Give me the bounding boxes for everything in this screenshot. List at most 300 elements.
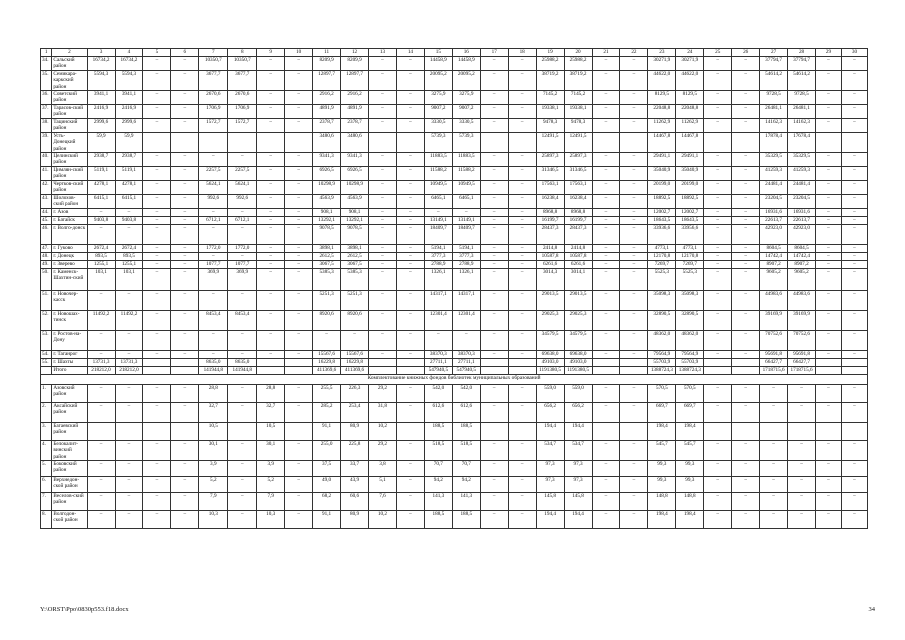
table-cell: – <box>732 245 760 253</box>
table-cell: 12002,7 <box>676 209 704 217</box>
row-number-cell: 37. <box>41 105 52 119</box>
table-cell: – <box>285 385 313 403</box>
table-cell: – <box>841 269 867 291</box>
table-cell <box>508 133 536 153</box>
row-number-cell: 54. <box>41 351 52 359</box>
table-cell: – <box>257 181 285 195</box>
table-cell: 194,4 <box>564 511 592 529</box>
table-cell: – <box>592 461 620 477</box>
table-cell: – <box>285 245 313 253</box>
table-cell: – <box>704 195 732 209</box>
row-number-cell: 3. <box>41 423 52 441</box>
table-cell: – <box>257 311 285 331</box>
table-cell: – <box>228 493 257 511</box>
table-cell: 25897,3 <box>536 153 564 167</box>
table-cell: – <box>816 385 842 403</box>
table-cell: – <box>592 217 620 225</box>
table-cell: 31346,5 <box>564 167 592 181</box>
table-cell: 5,2 <box>257 477 285 493</box>
table-cell: – <box>841 57 867 71</box>
table-cell: 38719,2 <box>564 71 592 91</box>
table-cell: 97,3 <box>536 477 564 493</box>
table-cell: – <box>508 441 536 461</box>
table-cell: – <box>788 461 816 477</box>
table-cell: – <box>732 441 760 461</box>
table-cell: – <box>841 331 867 351</box>
row-number-cell: 7. <box>41 493 52 511</box>
column-number: 25 <box>704 49 732 57</box>
table-cell: 16734,2 <box>87 57 115 71</box>
table-cell <box>369 359 397 367</box>
footer-page-number: 34 <box>868 606 875 613</box>
table-cell: 6415,1 <box>115 195 143 209</box>
table-cell: – <box>704 493 732 511</box>
table-cell: – <box>816 153 842 167</box>
table-cell: 3941,1 <box>115 91 143 105</box>
table-row <box>41 477 868 493</box>
table-cell: 547940,5 <box>452 367 480 375</box>
table-cell: – <box>592 245 620 253</box>
table-cell: 70,7 <box>452 461 480 477</box>
row-name-cell: Верхнедон-ской район <box>52 477 87 493</box>
table-cell: 5194,1 <box>452 245 480 253</box>
table-cell: 8635,0 <box>199 359 228 367</box>
table-cell: 2916,2 <box>313 91 341 105</box>
table-cell: 6926,5 <box>313 167 341 181</box>
table-cell: – <box>480 511 508 529</box>
table-cell: 2788,9 <box>424 261 452 269</box>
table-row <box>41 217 868 225</box>
table-cell: – <box>115 209 143 217</box>
table-cell: – <box>396 511 424 529</box>
table-cell: 12170,8 <box>676 253 704 261</box>
table-cell: 3898,1 <box>341 245 369 253</box>
table-cell: – <box>396 493 424 511</box>
table-cell: – <box>257 91 285 105</box>
table-cell: 20199,0 <box>676 181 704 195</box>
row-name-cell: Чертков-ский район <box>52 181 87 195</box>
table-cell: 37794,7 <box>788 57 816 71</box>
table-cell: 255,5 <box>313 385 341 403</box>
table-cell: – <box>143 167 171 181</box>
table-cell: 41259,3 <box>788 167 816 181</box>
column-number: 16 <box>452 49 480 57</box>
table-cell: – <box>341 331 369 351</box>
table-cell: 97,3 <box>564 477 592 493</box>
column-number: 10 <box>285 49 313 57</box>
table-cell: 14458,9 <box>424 57 452 71</box>
column-number: 1 <box>41 49 52 57</box>
table-cell: 2257,5 <box>228 167 257 181</box>
table-cell: – <box>592 57 620 71</box>
table-cell: 285,2 <box>313 403 341 423</box>
table-cell: – <box>620 331 648 351</box>
table-cell: – <box>592 153 620 167</box>
table-cell: 11588,2 <box>424 167 452 181</box>
table-cell: 33,7 <box>341 461 369 477</box>
table-cell: 198,4 <box>676 511 704 529</box>
table-row <box>41 181 868 195</box>
table-cell: 7,9 <box>199 493 228 511</box>
table-cell: 1772,0 <box>228 245 257 253</box>
table-cell: 3014,3 <box>536 269 564 291</box>
table-cell: – <box>816 167 842 181</box>
table-cell: 10,2 <box>369 423 397 441</box>
table-cell: 14742,4 <box>788 253 816 261</box>
table-cell: – <box>704 91 732 105</box>
table-cell: – <box>171 269 199 291</box>
table-cell: 6465,1 <box>424 195 452 209</box>
table-cell: – <box>228 351 257 359</box>
table-cell: – <box>257 291 285 311</box>
table-cell: – <box>480 119 508 133</box>
row-number-cell: 35. <box>41 71 52 91</box>
table-cell: – <box>143 385 171 403</box>
table-cell: 669,7 <box>676 403 704 423</box>
table-cell: – <box>480 403 508 423</box>
table-cell: 3,9 <box>257 461 285 477</box>
table-cell <box>788 423 816 441</box>
table-cell: 542,0 <box>424 385 452 403</box>
table-cell: – <box>369 167 397 181</box>
table-cell <box>816 133 842 153</box>
table-cell: 94,2 <box>424 477 452 493</box>
table-cell: – <box>620 441 648 461</box>
table-cell: – <box>87 225 115 245</box>
column-number: 8 <box>228 49 257 57</box>
row-name-cell: г. Волго-донск <box>52 225 87 245</box>
table-cell: – <box>257 261 285 269</box>
row-name-cell: Усть-Донецкий район <box>52 133 87 153</box>
table-cell: 16238,4 <box>564 195 592 209</box>
table-cell: – <box>841 209 867 217</box>
table-cell: 10350,7 <box>228 57 257 71</box>
table-cell: – <box>285 71 313 91</box>
table-cell: 908,1 <box>341 209 369 217</box>
table-cell: – <box>396 91 424 105</box>
table-row <box>41 403 868 423</box>
table-cell: 5594,3 <box>115 71 143 91</box>
table-cell: – <box>732 477 760 493</box>
table-cell: – <box>285 461 313 477</box>
table-cell <box>732 367 760 375</box>
table-cell: 198,4 <box>648 423 676 441</box>
table-cell: 2378,7 <box>341 119 369 133</box>
table-cell: – <box>841 71 867 91</box>
table-cell: – <box>816 209 842 217</box>
table-cell: 908,1 <box>313 209 341 217</box>
table-cell: – <box>592 253 620 261</box>
table-cell: 3014,1 <box>564 269 592 291</box>
table-cell: – <box>732 153 760 167</box>
table-cell: – <box>816 403 842 423</box>
table-cell <box>620 359 648 367</box>
table-cell: 10298,9 <box>313 181 341 195</box>
table-cell: – <box>115 461 143 477</box>
table-cell: 8920,6 <box>341 311 369 331</box>
table-cell: – <box>285 195 313 209</box>
table-cell: 13731,3 <box>115 359 143 367</box>
table-cell: 3,9 <box>199 461 228 477</box>
table-cell: 33936,6 <box>648 225 676 245</box>
table-cell: – <box>841 461 867 477</box>
table-cell: 59,9 <box>115 133 143 153</box>
table-cell: 11492,2 <box>115 311 143 331</box>
table-cell: – <box>257 217 285 225</box>
table-cell: – <box>704 261 732 269</box>
table-cell: 48362,0 <box>676 331 704 351</box>
table-cell <box>704 359 732 367</box>
table-row <box>41 385 868 403</box>
table-cell <box>171 423 199 441</box>
table-cell: – <box>171 119 199 133</box>
table-cell: – <box>369 245 397 253</box>
table-cell: 17678,4 <box>788 133 816 153</box>
table-cell: – <box>816 57 842 71</box>
table-cell: – <box>704 351 732 359</box>
table-cell <box>285 133 313 153</box>
table-cell: 570,5 <box>648 385 676 403</box>
table-cell <box>257 133 285 153</box>
table-cell: – <box>143 217 171 225</box>
table-cell: – <box>732 461 760 477</box>
table-cell: – <box>704 385 732 403</box>
table-cell: – <box>143 57 171 71</box>
table-cell: 20095,2 <box>452 71 480 91</box>
table-cell: – <box>480 217 508 225</box>
table-cell: – <box>592 511 620 529</box>
table-cell: 188,5 <box>452 511 480 529</box>
table-cell: – <box>508 217 536 225</box>
table-cell <box>816 359 842 367</box>
table-cell: – <box>143 441 171 461</box>
table-cell: 8635,0 <box>228 359 257 367</box>
table-cell: – <box>143 253 171 261</box>
table-cell: – <box>171 493 199 511</box>
table-cell <box>171 367 199 375</box>
table-cell: 2670,6 <box>199 91 228 105</box>
table-cell: 194,4 <box>536 423 564 441</box>
table-cell: – <box>620 351 648 359</box>
row-name-cell: г. Батайск <box>52 217 87 225</box>
row-name-cell: Боковский район <box>52 461 87 477</box>
column-number: 6 <box>171 49 199 57</box>
table-cell: – <box>620 209 648 217</box>
table-row <box>41 423 868 441</box>
column-number: 4 <box>115 49 143 57</box>
table-cell: – <box>508 195 536 209</box>
table-cell: – <box>257 269 285 291</box>
table-cell: 218212,0 <box>115 367 143 375</box>
table-cell: – <box>171 261 199 269</box>
table-cell: 38719,2 <box>536 71 564 91</box>
table-cell: 3777,3 <box>452 253 480 261</box>
table-row <box>41 331 868 351</box>
table-cell: 5385,3 <box>313 269 341 291</box>
table-cell <box>592 359 620 367</box>
table-cell: – <box>704 311 732 331</box>
table-cell: 542,0 <box>452 385 480 403</box>
column-number: 22 <box>620 49 648 57</box>
table-cell: – <box>508 181 536 195</box>
table-cell: – <box>760 385 788 403</box>
table-cell: 99,3 <box>676 461 704 477</box>
table-cell: 8209,9 <box>313 57 341 71</box>
table-cell: 70752,6 <box>760 331 788 351</box>
table-cell <box>369 133 397 153</box>
table-cell: – <box>87 209 115 217</box>
table-cell: – <box>171 91 199 105</box>
table-cell: – <box>620 269 648 291</box>
table-cell: 18643,5 <box>676 217 704 225</box>
table-cell: – <box>841 195 867 209</box>
table-row <box>41 351 868 359</box>
table-cell: – <box>704 403 732 423</box>
table-cell: 32890,5 <box>676 311 704 331</box>
table-cell: 141944,8 <box>228 367 257 375</box>
table-cell: 8907,2 <box>760 261 788 269</box>
table-cell: – <box>620 477 648 493</box>
table-cell: – <box>369 119 397 133</box>
table-cell: 14162,3 <box>760 119 788 133</box>
table-cell: – <box>620 461 648 477</box>
table-cell: 893,5 <box>115 253 143 261</box>
table-cell: – <box>732 493 760 511</box>
table-cell: 7,9 <box>257 493 285 511</box>
table-cell: – <box>508 461 536 477</box>
table-cell: 44983,6 <box>788 291 816 311</box>
table-cell: – <box>171 311 199 331</box>
table-cell: – <box>285 225 313 245</box>
table-cell: – <box>841 245 867 253</box>
table-cell: – <box>760 403 788 423</box>
table-cell: – <box>369 181 397 195</box>
table-cell: – <box>87 403 115 423</box>
table-cell: – <box>732 71 760 91</box>
table-cell: – <box>257 57 285 71</box>
table-cell: – <box>396 261 424 269</box>
table-cell: 10298,9 <box>341 181 369 195</box>
table-cell: – <box>816 311 842 331</box>
table-cell: – <box>620 195 648 209</box>
table-cell: – <box>115 291 143 311</box>
table-cell: 29025,3 <box>564 311 592 331</box>
table-cell: – <box>841 261 867 269</box>
table-cell: – <box>396 477 424 493</box>
table-cell: – <box>816 441 842 461</box>
table-cell: 3275,9 <box>452 91 480 105</box>
table-cell: – <box>620 119 648 133</box>
table-cell: – <box>369 261 397 269</box>
table-row <box>41 359 868 367</box>
row-name-cell: Аксайский район <box>52 403 87 423</box>
table-cell: 22048,8 <box>676 105 704 119</box>
table-cell: – <box>199 291 228 311</box>
table-cell: – <box>592 493 620 511</box>
table-cell: – <box>480 195 508 209</box>
table-cell: 2612,5 <box>341 253 369 261</box>
table-cell: 66427,7 <box>760 359 788 367</box>
table-cell: 97,3 <box>564 461 592 477</box>
table-cell: – <box>816 493 842 511</box>
table-cell: 2938,7 <box>87 153 115 167</box>
table-cell: 12301,4 <box>424 311 452 331</box>
table-cell: – <box>592 441 620 461</box>
row-name-cell: Целинский район <box>52 153 87 167</box>
table-cell: – <box>592 351 620 359</box>
table-cell: 10350,7 <box>199 57 228 71</box>
table-cell: 218212,0 <box>87 367 115 375</box>
table-cell <box>285 367 313 375</box>
table-cell: – <box>592 477 620 493</box>
table-cell: 3480,6 <box>341 133 369 153</box>
table-cell: – <box>396 311 424 331</box>
table-cell: 226,3 <box>341 385 369 403</box>
row-number-cell: 45. <box>41 217 52 225</box>
table-cell: 2999,6 <box>115 119 143 133</box>
table-cell: 3067,5 <box>313 261 341 269</box>
table-cell: 55703,9 <box>676 359 704 367</box>
column-number: 18 <box>508 49 536 57</box>
table-cell: 14317,1 <box>424 291 452 311</box>
table-cell: – <box>396 291 424 311</box>
table-cell: – <box>788 441 816 461</box>
table-row <box>41 291 868 311</box>
table-cell: – <box>508 119 536 133</box>
table-cell: – <box>424 209 452 217</box>
table-cell: 35329,5 <box>788 153 816 167</box>
table-cell: 1388724,3 <box>648 367 676 375</box>
table-cell: – <box>396 217 424 225</box>
table-cell: – <box>704 225 732 245</box>
table-cell: – <box>704 57 732 71</box>
table-cell: – <box>115 331 143 351</box>
table-cell: – <box>592 167 620 181</box>
table-cell: 545,7 <box>648 441 676 461</box>
column-number: 20 <box>564 49 592 57</box>
table-cell: 31346,5 <box>536 167 564 181</box>
table-cell: – <box>228 477 257 493</box>
table-cell: – <box>396 119 424 133</box>
table-cell: – <box>199 225 228 245</box>
table-cell: – <box>369 91 397 105</box>
table-cell: – <box>508 253 536 261</box>
table-cell: – <box>760 511 788 529</box>
table-cell: 29491,1 <box>676 153 704 167</box>
table-cell: – <box>199 153 228 167</box>
table-cell: 22613,7 <box>760 217 788 225</box>
table-cell: – <box>760 493 788 511</box>
table-cell <box>704 367 732 375</box>
table-cell: – <box>788 385 816 403</box>
row-name-cell: г. Новочер-касск <box>52 291 87 311</box>
table-cell: – <box>285 153 313 167</box>
table-cell: – <box>480 253 508 261</box>
table-cell: – <box>704 511 732 529</box>
table-cell: – <box>257 105 285 119</box>
table-cell: – <box>143 91 171 105</box>
table-cell: – <box>369 291 397 311</box>
table-cell: 4563,9 <box>313 195 341 209</box>
table-cell: 656,2 <box>564 403 592 423</box>
table-cell: 255,0 <box>313 441 341 461</box>
table-cell: 5525,3 <box>676 269 704 291</box>
table-cell: – <box>369 269 397 291</box>
table-cell: 145,8 <box>536 493 564 511</box>
table-cell: 12897,7 <box>341 71 369 91</box>
table-cell: – <box>816 91 842 105</box>
table-cell: 66427,7 <box>788 359 816 367</box>
